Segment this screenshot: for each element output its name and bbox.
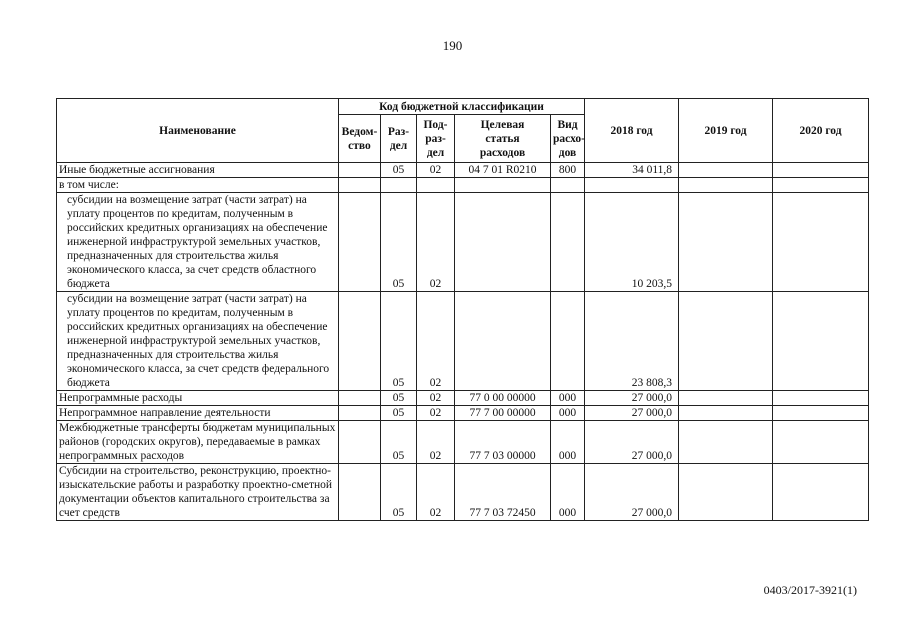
row-2019 <box>679 464 773 521</box>
row-name: Субсидии на строительство, реконструкцию, проектно-изыскательские работы и разработку проектно-сметной документации объектов капитального строительства за счет средств <box>57 464 339 521</box>
table-row <box>57 391 869 406</box>
row-razdel: 05 <box>381 421 417 464</box>
row-razdel: 05 <box>381 406 417 421</box>
row-vedomstvo <box>339 391 381 406</box>
header-2019: 2019 год <box>679 99 773 163</box>
row-2020 <box>773 464 869 521</box>
row-target: 04 7 01 R0210 <box>455 163 551 178</box>
row-2018: 23 808,3 <box>585 292 679 391</box>
row-2019 <box>679 163 773 178</box>
row-name: Межбюджетные трансферты бюджетам муниципальных районов (городских округов), передаваемые в рамках непрограммных расходов <box>57 421 339 464</box>
row-name: Непрограммное направление деятельности <box>57 406 339 421</box>
row-vid: 000 <box>551 391 585 406</box>
table-row <box>57 193 869 292</box>
row-razdel <box>381 178 417 193</box>
row-2020 <box>773 193 869 292</box>
page-number: 190 <box>442 38 463 53</box>
row-vedomstvo <box>339 292 381 391</box>
header-vedomstvo: Ведом- ство <box>339 115 381 163</box>
table-row <box>57 421 869 464</box>
row-2019 <box>679 178 773 193</box>
row-target: 77 7 00 00000 <box>455 406 551 421</box>
row-vid: 800 <box>551 163 585 178</box>
row-2018: 27 000,0 <box>585 421 679 464</box>
row-target <box>455 178 551 193</box>
row-vid <box>551 292 585 391</box>
header-vid: Вид расхо- дов <box>551 115 585 163</box>
table-row <box>57 406 869 421</box>
row-2019 <box>679 391 773 406</box>
row-vedomstvo <box>339 421 381 464</box>
header-name: Наименование <box>57 99 339 163</box>
table-row <box>57 464 869 521</box>
row-vid: 000 <box>551 406 585 421</box>
row-2019 <box>679 421 773 464</box>
row-2020 <box>773 178 869 193</box>
row-target: 77 0 00 00000 <box>455 391 551 406</box>
document-code: 0403/2017-3921(1) <box>763 583 857 597</box>
row-target: 77 7 03 72450 <box>455 464 551 521</box>
row-2019 <box>679 292 773 391</box>
row-podrazdel: 02 <box>417 406 455 421</box>
row-2018: 27 000,0 <box>585 464 679 521</box>
row-podrazdel <box>417 178 455 193</box>
row-name: субсидии на возмещение затрат (части затрат) на уплату процентов по кредитам, полученным в российских кредитных организациях на обеспечение инженерной инфраструктурой земельных участков, предназначенных для строительства жилья экономического класса, за счет средств областного бюджета <box>57 193 339 292</box>
row-name: субсидии на возмещение затрат (части затрат) на уплату процентов по кредитам, полученным в российских кредитных организациях на обеспечение инженерной инфраструктурой земельных участков, предназначенных для строительства жилья экономического класса, за счет средств федерального бюджета <box>57 292 339 391</box>
row-2018: 10 203,5 <box>585 193 679 292</box>
table-row <box>57 292 869 391</box>
header-2020: 2020 год <box>773 99 869 163</box>
row-vid <box>551 178 585 193</box>
table-row <box>57 163 869 178</box>
row-vedomstvo <box>339 193 381 292</box>
row-vedomstvo <box>339 178 381 193</box>
row-vid <box>551 193 585 292</box>
row-target <box>455 193 551 292</box>
header-razdel: Раз- дел <box>381 115 417 163</box>
row-podrazdel: 02 <box>417 163 455 178</box>
row-2018: 34 011,8 <box>585 163 679 178</box>
row-vid: 000 <box>551 464 585 521</box>
row-name: Непрограммные расходы <box>57 391 339 406</box>
row-name: в том числе: <box>57 178 339 193</box>
row-name: Иные бюджетные ассигнования <box>57 163 339 178</box>
row-target <box>455 292 551 391</box>
row-razdel: 05 <box>381 163 417 178</box>
row-vid: 000 <box>551 421 585 464</box>
row-2020 <box>773 421 869 464</box>
row-vedomstvo <box>339 406 381 421</box>
row-2020 <box>773 163 869 178</box>
header-classification: Код бюджетной классификации <box>339 99 585 115</box>
header-podrazdel: Под- раз- дел <box>417 115 455 163</box>
row-2018: 27 000,0 <box>585 406 679 421</box>
row-2020 <box>773 292 869 391</box>
row-2019 <box>679 406 773 421</box>
table-row <box>57 178 869 193</box>
header-2018: 2018 год <box>585 99 679 163</box>
budget-table <box>56 98 869 521</box>
row-razdel: 05 <box>381 464 417 521</box>
row-razdel: 05 <box>381 292 417 391</box>
row-podrazdel: 02 <box>417 292 455 391</box>
row-podrazdel: 02 <box>417 421 455 464</box>
row-2018 <box>585 178 679 193</box>
row-2020 <box>773 406 869 421</box>
header-target: Целевая статья расходов <box>455 115 551 163</box>
row-podrazdel: 02 <box>417 464 455 521</box>
row-razdel: 05 <box>381 193 417 292</box>
row-2019 <box>679 193 773 292</box>
row-vedomstvo <box>339 464 381 521</box>
row-2020 <box>773 391 869 406</box>
row-podrazdel: 02 <box>417 391 455 406</box>
row-razdel: 05 <box>381 391 417 406</box>
row-target: 77 7 03 00000 <box>455 421 551 464</box>
row-podrazdel: 02 <box>417 193 455 292</box>
row-vedomstvo <box>339 163 381 178</box>
row-2018: 27 000,0 <box>585 391 679 406</box>
